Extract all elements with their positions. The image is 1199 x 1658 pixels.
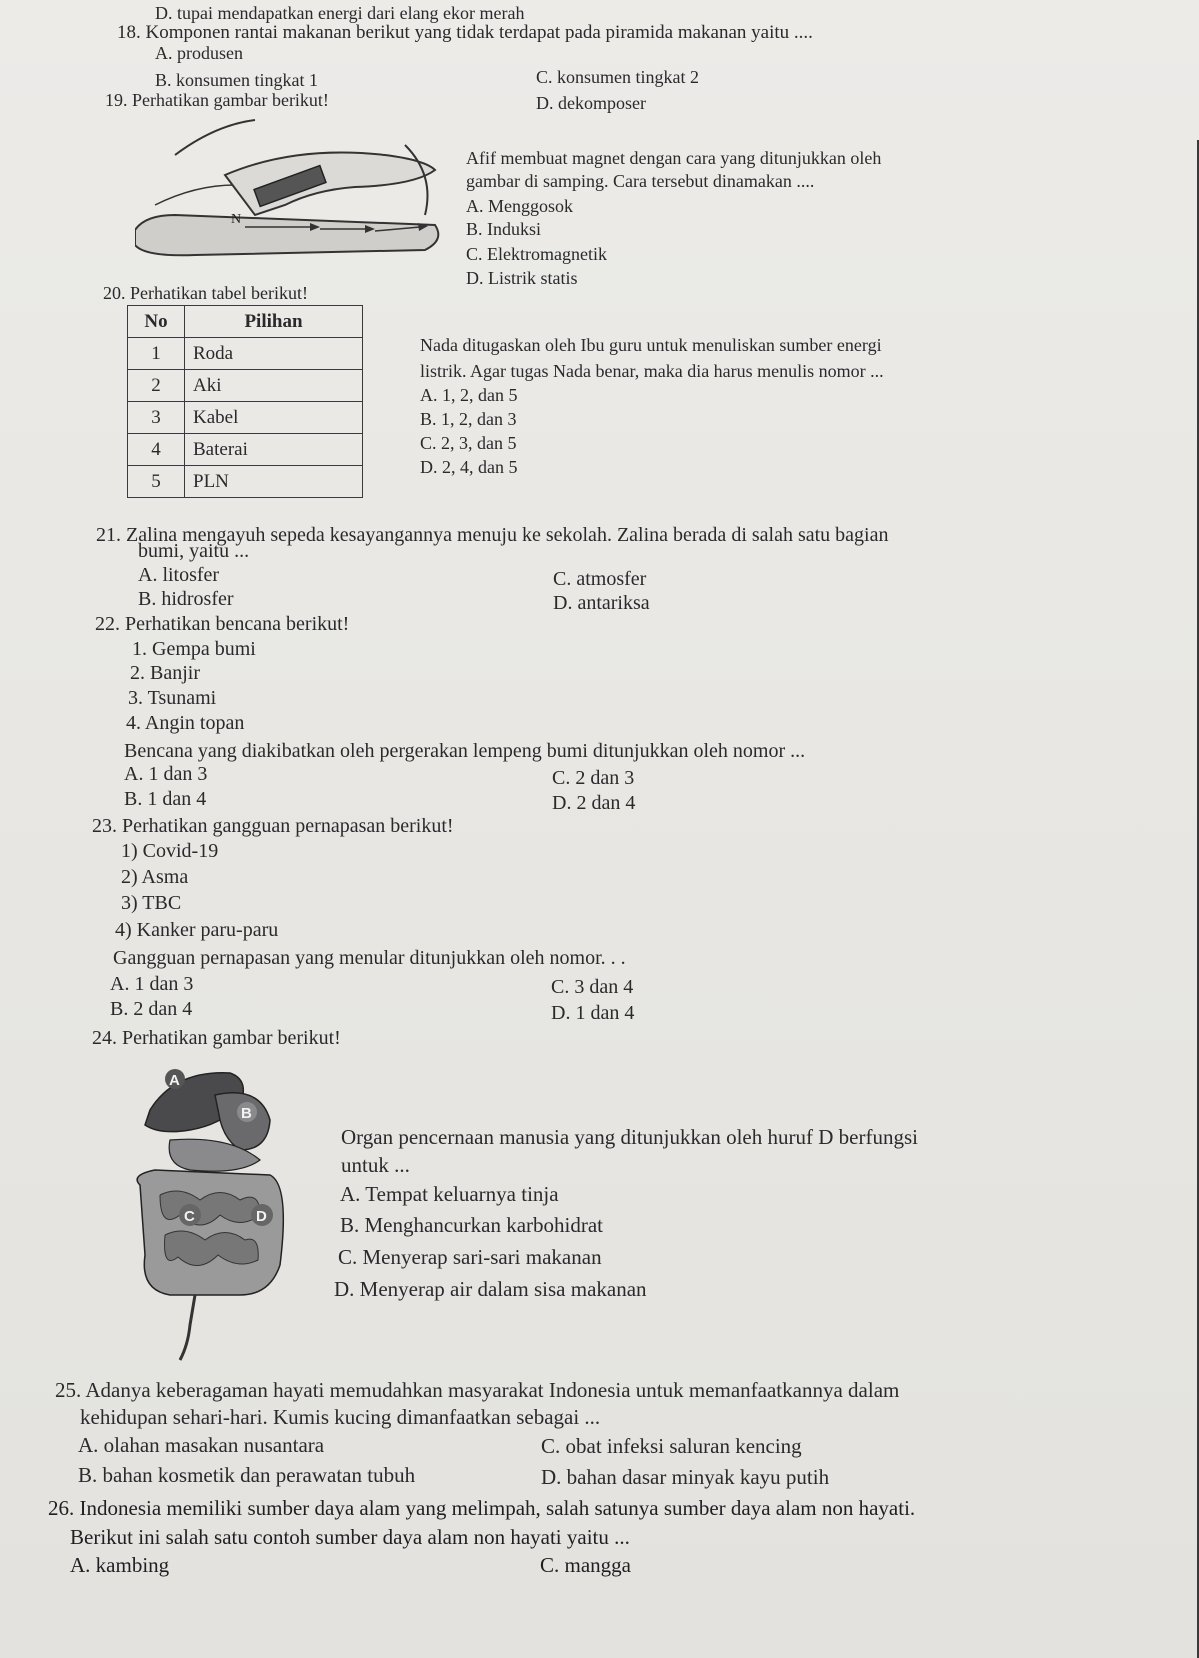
table-cell-no: 2 [128, 370, 185, 402]
table-header-no: No [128, 306, 185, 338]
q22-option-d: D. 2 dan 4 [552, 792, 636, 814]
q17-option-d: D. tupai mendapatkan energi dari elang ekor merah [155, 3, 525, 23]
table-cell-no: 1 [128, 338, 185, 370]
table-row [128, 338, 363, 370]
q23-option-c: C. 3 dan 4 [551, 976, 634, 998]
q25-stem-line1: 25. Adanya keberagaman hayati memudahkan masyarakat Indonesia untuk memanfaatkannya dalam [55, 1378, 900, 1402]
q22-option-c: C. 2 dan 3 [552, 767, 635, 789]
table-row [128, 402, 363, 434]
q21-option-b: B. hidrosfer [138, 588, 234, 610]
q24-stem: 24. Perhatikan gambar berikut! [92, 1027, 341, 1049]
table-header-pilihan: Pilihan [185, 306, 363, 338]
q21-option-d: D. antariksa [553, 592, 650, 614]
magnet-stroking-figure [135, 115, 455, 275]
q18-stem: 18. Komponen rantai makanan berikut yang tidak terdapat pada piramida makanan yaitu .... [117, 22, 813, 43]
magnet-n-label: N [231, 212, 242, 227]
energy-source-table [127, 305, 363, 498]
q20-desc-line2: listrik. Agar tugas Nada benar, maka dia harus menulis nomor ... [420, 361, 884, 381]
q23-option-a: A. 1 dan 3 [110, 973, 194, 995]
table-cell-no: 4 [128, 434, 185, 466]
table-cell-pilihan: Baterai [185, 434, 363, 466]
q25-option-d: D. bahan dasar minyak kayu putih [541, 1465, 830, 1489]
q26-stem-line2: Berikut ini salah satu contoh sumber daya alam non hayati yaitu ... [70, 1525, 630, 1549]
q24-option-a: A. Tempat keluarnya tinja [340, 1182, 559, 1206]
table-cell-pilihan: Roda [185, 338, 363, 370]
q22-item-4: 4. Angin topan [126, 712, 245, 734]
q19-option-b: B. Induksi [466, 219, 542, 239]
q25-option-c: C. obat infeksi saluran kencing [541, 1434, 802, 1458]
table-cell-pilihan: Aki [185, 370, 363, 402]
organ-label-d: D [256, 1208, 267, 1225]
q22-item-2: 2. Banjir [130, 662, 200, 684]
q20-option-d: D. 2, 4, dan 5 [420, 457, 518, 477]
q20-option-a: A. 1, 2, dan 5 [420, 385, 518, 405]
q23-item-2: 2) Asma [121, 866, 189, 888]
q23-item-1: 1) Covid-19 [121, 840, 219, 862]
organ-label-c: C [184, 1208, 195, 1225]
table-row [128, 370, 363, 402]
q25-option-b: B. bahan kosmetik dan perawatan tubuh [78, 1463, 416, 1487]
q24-option-b: B. Menghancurkan karbohidrat [340, 1213, 604, 1237]
q19-option-c: C. Elektromagnetik [466, 244, 607, 264]
table-cell-no: 3 [128, 402, 185, 434]
q26-option-c: C. mangga [540, 1553, 631, 1577]
q18-option-b: B. konsumen tingkat 1 [155, 70, 318, 90]
q23-item-3: 3) TBC [121, 892, 182, 914]
q23-option-b: B. 2 dan 4 [110, 998, 193, 1020]
table-row [128, 434, 363, 466]
q24-desc-line2: untuk ... [341, 1153, 410, 1177]
q23-stem: 23. Perhatikan gangguan pernapasan berikut! [92, 815, 454, 837]
q23-question: Gangguan pernapasan yang menular ditunjukkan oleh nomor. . . [113, 947, 626, 969]
q21-stem-line2: bumi, yaitu ... [138, 540, 250, 562]
q19-option-d: D. Listrik statis [466, 268, 578, 288]
digestive-system-figure [120, 1065, 300, 1365]
q18-option-a: A. produsen [155, 43, 243, 63]
q22-item-1: 1. Gempa bumi [132, 638, 256, 660]
q23-option-d: D. 1 dan 4 [551, 1002, 635, 1024]
table-cell-pilihan: PLN [185, 466, 363, 498]
hand-magnet-illustration [135, 115, 455, 275]
q21-option-a: A. litosfer [138, 564, 220, 586]
q24-option-d: D. Menyerap air dalam sisa makanan [334, 1277, 647, 1301]
q19-desc-line2: gambar di samping. Cara tersebut dinamakan .... [466, 171, 815, 191]
q25-option-a: A. olahan masakan nusantara [78, 1433, 325, 1457]
q20-option-b: B. 1, 2, dan 3 [420, 409, 517, 429]
q26-option-a: A. kambing [70, 1553, 170, 1577]
q24-option-c: C. Menyerap sari-sari makanan [338, 1245, 602, 1269]
q22-stem: 22. Perhatikan bencana berikut! [95, 613, 350, 635]
q22-question: Bencana yang diakibatkan oleh pergerakan lempeng bumi ditunjukkan oleh nomor ... [124, 740, 806, 762]
organ-label-a: A [169, 1072, 180, 1089]
table-header-row [128, 306, 363, 338]
q19-desc-line1: Afif membuat magnet dengan cara yang ditunjukkan oleh [466, 148, 882, 168]
q22-item-3: 3. Tsunami [128, 687, 217, 709]
table-row [128, 466, 363, 498]
q22-option-a: A. 1 dan 3 [124, 763, 208, 785]
q26-stem-line1: 26. Indonesia memiliki sumber daya alam yang melimpah, salah satunya sumber daya alam non hayati. [48, 1496, 916, 1520]
table-cell-no: 5 [128, 466, 185, 498]
organ-label-b: B [241, 1105, 252, 1122]
q18-option-d: D. dekomposer [536, 93, 646, 113]
q22-option-b: B. 1 dan 4 [124, 788, 207, 810]
q21-stem-line1: 21. Zalina mengayuh sepeda kesayangannya menuju ke sekolah. Zalina berada di salah satu bagian [96, 524, 889, 546]
q23-item-4: 4) Kanker paru-paru [115, 919, 279, 941]
table-cell-pilihan: Kabel [185, 402, 363, 434]
digestive-organs-illustration [120, 1065, 300, 1365]
q20-desc-line1: Nada ditugaskan oleh Ibu guru untuk menuliskan sumber energi [420, 335, 882, 355]
q21-option-c: C. atmosfer [553, 568, 647, 590]
q25-stem-line2: kehidupan sehari-hari. Kumis kucing dimanfaatkan sebagai ... [80, 1405, 601, 1429]
q20-option-c: C. 2, 3, dan 5 [420, 433, 517, 453]
q19-option-a: A. Menggosok [466, 196, 573, 216]
q19-stem: 19. Perhatikan gambar berikut! [105, 90, 329, 110]
q20-stem: 20. Perhatikan tabel berikut! [103, 283, 308, 303]
q24-desc-line1: Organ pencernaan manusia yang ditunjukkan oleh huruf D berfungsi [341, 1125, 918, 1149]
q18-option-c: C. konsumen tingkat 2 [536, 67, 699, 87]
